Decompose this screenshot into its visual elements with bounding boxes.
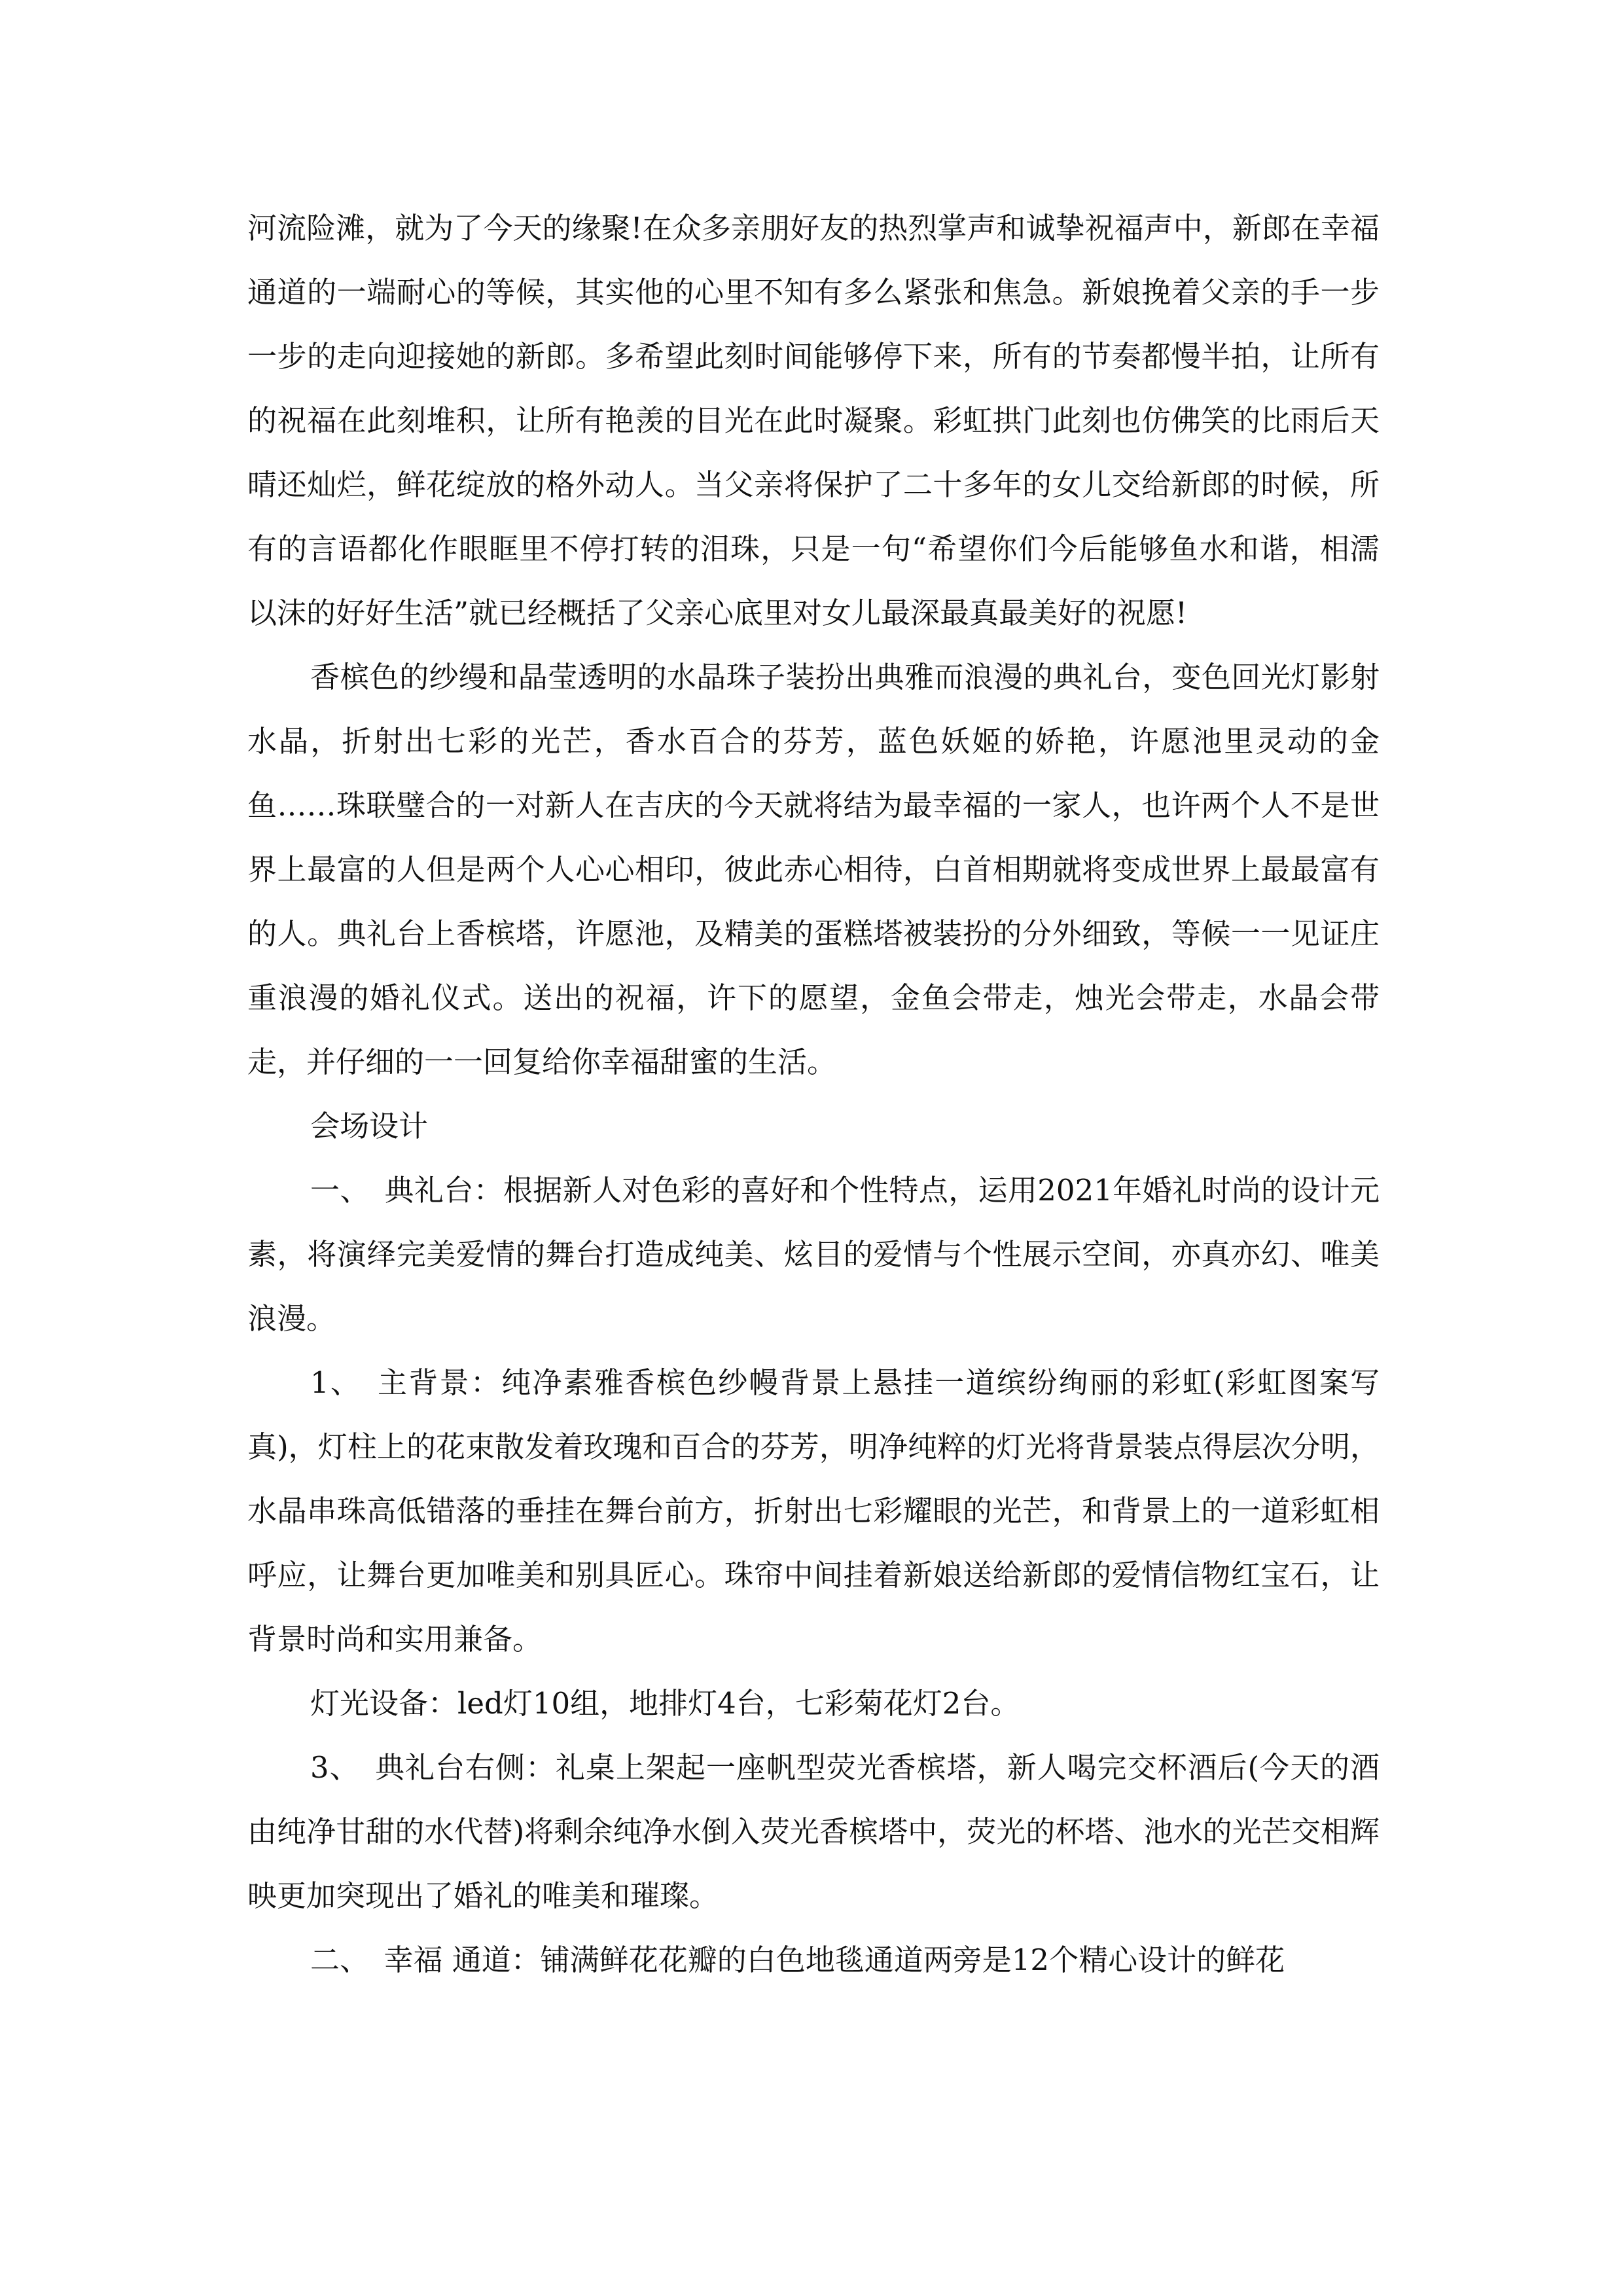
section-heading-venue-design: 会场设计 [310, 1109, 429, 1143]
paragraph-lighting-equipment: 灯光设备：led灯10组，地排灯4台，七彩菊花灯2台。 [310, 1686, 1020, 1721]
paragraph-stage-decor: 香槟色的纱缦和晶莹透明的水晶珠子装扮出典雅而浪漫的典礼台，变色回光灯影射水晶，折射出七彩的光芒，香水百合的芬芳，蓝色妖姬的娇艳，许愿池里灵动的金鱼……珠联璧合的一对新人在吉庆的今天就将结为最幸福的一家人，也许两个人不是世界上最富的人但是两个人心心相印，彼此赤心相待，白首相期就将变成世界上最最富有的人。典礼台上香槟塔，许愿池，及精美的蛋糕塔被装扮的分外细致，等候一一见证庄重浪漫的婚礼仪式。送出的祝福，许下的愿望，金鱼会带走，烛光会带走，水晶会带走，并仔细的一一回复给你幸福甜蜜的生活。 [247, 660, 1380, 1079]
paragraph-happiness-aisle: 二、 幸福 通道：铺满鲜花花瓣的白色地毯通道两旁是12个精心设计的鲜花 [310, 1943, 1285, 1977]
paragraph-stage-right-side: 3、 典礼台右侧：礼桌上架起一座帆型荧光香槟塔，新人喝完交杯酒后(今天的酒由纯净甘甜的水代替)将剩余纯净水倒入荧光香槟塔中，荧光的杯塔、池水的光芒交相辉映更加突现出了婚礼的唯美和璀璨。 [247, 1750, 1380, 1913]
paragraph-main-backdrop: 1、 主背景：纯净素雅香槟色纱幔背景上悬挂一道缤纷绚丽的彩虹(彩虹图案写真)，灯柱上的花束散发着玫瑰和百合的芬芳，明净纯粹的灯光将背景装点得层次分明，水晶串珠高低错落的垂挂在舞台前方，折射出七彩耀眼的光芒，和背景上的一道彩虹相呼应，让舞台更加唯美和别具匠心。珠帘中间挂着新娘送给新郎的爱情信物红宝石，让背景时尚和实用兼备。 [247, 1365, 1380, 1657]
paragraph-ceremony-stage: 一、 典礼台：根据新人对色彩的喜好和个性特点，运用2021年婚礼时尚的设计元素，将演绎完美爱情的舞台打造成纯美、炫目的爱情与个性展示空间，亦真亦幻、唯美浪漫。 [247, 1173, 1380, 1336]
document-body [247, 196, 1380, 1992]
paragraph-wedding-walk: 河流险滩，就为了今天的缘聚!在众多亲朋好友的热烈掌声和诚挚祝福声中，新郎在幸福通道的一端耐心的等候，其实他的心里不知有多么紧张和焦急。新娘挽着父亲的手一步一步的走向迎接她的新郎。多希望此刻时间能够停下来，所有的节奏都慢半拍，让所有的祝福在此刻堆积，让所有艳羡的目光在此时凝聚。彩虹拱门此刻也仿佛笑的比雨后天晴还灿烂，鲜花绽放的格外动人。当父亲将保护了二十多年的女儿交给新郎的时候，所有的言语都化作眼眶里不停打转的泪珠，只是一句“希望你们今后能够鱼水和谐，相濡以沫的好好生活”就已经概括了父亲心底里对女儿最深最真最美好的祝愿! [247, 211, 1380, 630]
